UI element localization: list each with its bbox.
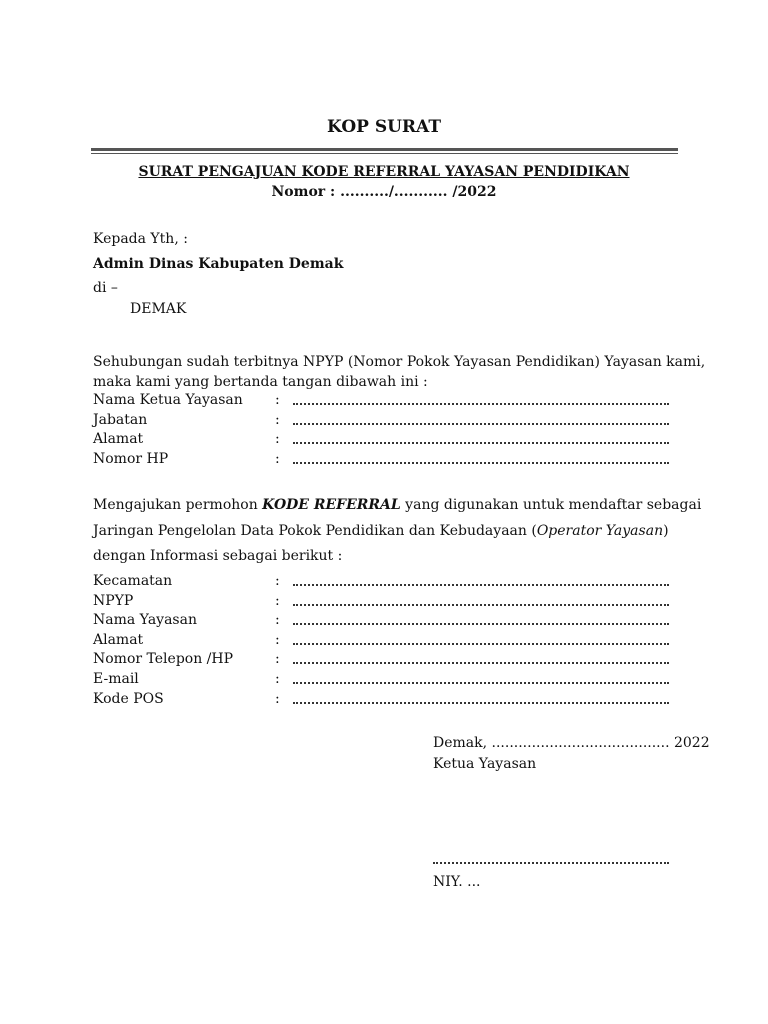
field-colon: : bbox=[275, 573, 280, 589]
fill-in-line bbox=[293, 682, 669, 684]
request-text-a: Mengajukan permohon bbox=[93, 497, 263, 513]
intro-line-1: Sehubungan sudah terbitnya NPYP (Nomor Pokok Yayasan Pendidikan) Yayasan kami, bbox=[93, 354, 706, 370]
header-rule-thin bbox=[91, 153, 678, 154]
field-colon: : bbox=[275, 431, 280, 448]
request-text-c: Jaringan Pengelolan Data Pokok Pendidikan dan Kebudayaan ( bbox=[93, 523, 537, 539]
field-label: Alamat bbox=[93, 431, 144, 448]
letterhead-title: KOP SURAT bbox=[327, 117, 441, 137]
field-label: Kode POS bbox=[93, 690, 164, 707]
form-row bbox=[93, 630, 673, 650]
request-line-1 bbox=[93, 495, 701, 515]
fill-in-line bbox=[293, 623, 669, 625]
form-row bbox=[93, 429, 673, 449]
form-row bbox=[93, 591, 673, 611]
header-rule-thick bbox=[91, 148, 678, 151]
kode-referral-text: KODE REFERRAL bbox=[262, 497, 401, 513]
request-text-d: ) bbox=[663, 523, 669, 539]
signature-place-date: Demak, ........................................ 2022 bbox=[433, 735, 710, 751]
field-colon: : bbox=[275, 671, 280, 687]
request-line-2 bbox=[93, 521, 669, 541]
field-colon: : bbox=[275, 651, 280, 668]
request-line-3: dengan Informasi sebagai berikut : bbox=[93, 548, 343, 564]
field-colon: : bbox=[275, 411, 280, 428]
fill-in-line bbox=[293, 442, 669, 444]
document-number: Nomor : ........../........... /2022 bbox=[271, 184, 497, 200]
request-text-b: yang digunakan untuk mendaftar sebagai bbox=[400, 497, 702, 513]
field-label: Kecamatan bbox=[93, 573, 173, 589]
recipient-greeting: Kepada Yth, : bbox=[93, 231, 188, 247]
field-colon: : bbox=[275, 392, 280, 408]
document-title: SURAT PENGAJUAN KODE REFERRAL YAYASAN PENDIDIKAN bbox=[138, 164, 630, 180]
fill-in-line bbox=[293, 403, 669, 405]
form-row bbox=[93, 390, 673, 410]
form-row bbox=[93, 571, 673, 591]
fill-in-line bbox=[293, 643, 669, 645]
field-label: Nomor Telepon /HP bbox=[93, 651, 234, 668]
field-label: Nama Yayasan bbox=[93, 612, 197, 629]
recipient-di: di – bbox=[93, 280, 118, 296]
form-row bbox=[93, 649, 673, 669]
field-label: Jabatan bbox=[93, 411, 148, 428]
form-row bbox=[93, 449, 673, 469]
field-label: Nama Ketua Yayasan bbox=[93, 392, 243, 408]
field-label: Nomor HP bbox=[93, 451, 169, 468]
form-row bbox=[93, 669, 673, 689]
fill-in-line bbox=[293, 462, 669, 464]
form-row bbox=[93, 410, 673, 430]
fill-in-line bbox=[293, 584, 669, 586]
signature-role: Ketua Yayasan bbox=[433, 756, 537, 772]
recipient-city: DEMAK bbox=[130, 301, 187, 317]
field-label: Alamat bbox=[93, 631, 144, 648]
field-label: NPYP bbox=[93, 592, 134, 609]
fill-in-line bbox=[293, 662, 669, 664]
recipient-name: Admin Dinas Kabupaten Demak bbox=[93, 256, 344, 272]
intro-line-2: maka kami yang bertanda tangan dibawah ini : bbox=[93, 374, 428, 390]
fill-in-line bbox=[293, 702, 669, 704]
field-colon: : bbox=[275, 690, 280, 707]
field-colon: : bbox=[275, 592, 280, 609]
form-row bbox=[93, 610, 673, 630]
fill-in-line bbox=[293, 604, 669, 606]
field-colon: : bbox=[275, 612, 280, 629]
field-colon: : bbox=[275, 631, 280, 648]
signature-niy: NIY. ... bbox=[433, 874, 481, 890]
field-label: E-mail bbox=[93, 671, 139, 687]
field-colon: : bbox=[275, 451, 280, 468]
operator-yayasan-text: Operator Yayasan bbox=[536, 523, 664, 539]
form-row bbox=[93, 689, 673, 709]
fill-in-line bbox=[293, 423, 669, 425]
signature-line bbox=[433, 862, 669, 864]
